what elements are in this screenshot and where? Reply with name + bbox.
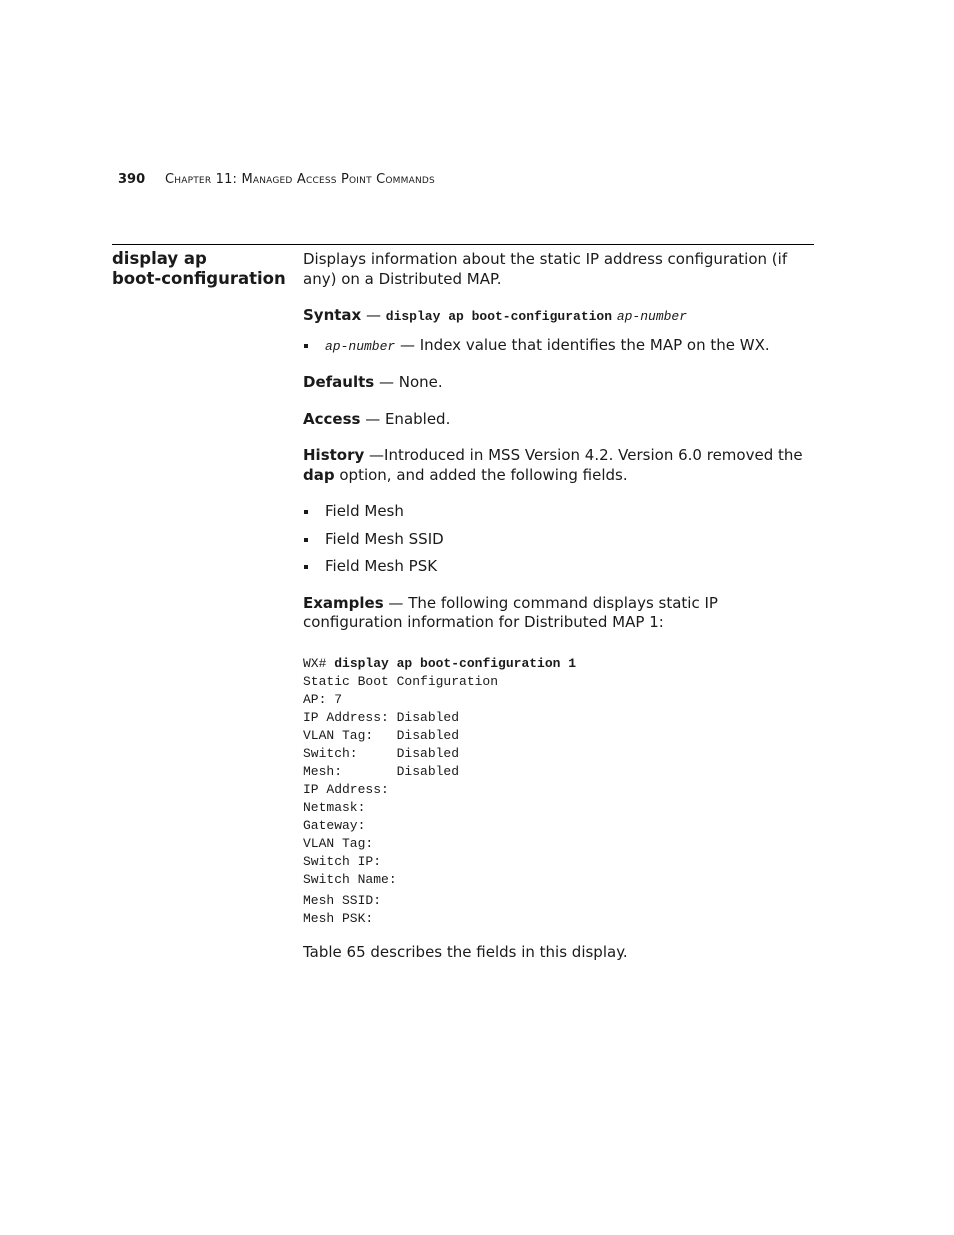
page-number: 390 xyxy=(118,172,146,187)
bullet-icon xyxy=(304,344,308,348)
code-output-line: Netmask: xyxy=(303,799,366,815)
examples-label: Examples xyxy=(303,593,384,612)
command-title-line1: display ap xyxy=(112,249,207,268)
history-text-before: —Introduced in MSS Version 4.2. Version 6.0 removed the xyxy=(364,446,803,464)
bullet-icon xyxy=(304,538,308,542)
history-text-after: option, and added the following fields. xyxy=(334,465,628,484)
code-output-line: Mesh PSK: xyxy=(303,910,374,926)
code-command: display ap boot-configuration 1 xyxy=(334,655,577,671)
code-example xyxy=(303,655,815,928)
examples-text: — The following command displays static IP configuration information for Distributed MAP 1: xyxy=(303,593,718,631)
access-label: Access xyxy=(303,409,361,428)
defaults-line xyxy=(303,373,815,393)
list-item xyxy=(303,502,815,522)
bullet-icon xyxy=(304,565,308,569)
code-output-line: VLAN Tag: Disabled xyxy=(303,727,460,743)
list-item xyxy=(303,557,815,577)
command-title xyxy=(112,249,292,289)
code-output-line: Switch Name: xyxy=(303,871,397,887)
syntax-command: display ap boot-configuration xyxy=(385,309,613,324)
access-text: — Enabled. xyxy=(360,409,451,428)
syntax-dash: — xyxy=(361,306,386,324)
code-command-line xyxy=(303,655,815,673)
command-body xyxy=(303,250,815,962)
history-label: History xyxy=(303,446,365,464)
code-output-line: VLAN Tag: xyxy=(303,835,374,851)
list-item xyxy=(303,530,815,550)
code-output-line: Static Boot Configuration xyxy=(303,673,499,689)
param-bullet xyxy=(303,336,815,357)
description: Displays information about the static IP address configuration (if any) on a Distributed MAP. xyxy=(303,250,788,288)
code-output-line: AP: 7 xyxy=(303,691,343,707)
syntax-label: Syntax xyxy=(303,306,362,324)
field-label: Field Mesh PSK xyxy=(325,557,438,575)
param-name: ap-number xyxy=(325,338,396,354)
code-output-line: Switch IP: xyxy=(303,853,382,869)
code-output-line: Switch: Disabled xyxy=(303,745,460,761)
table-reference: Table 65 describes the fields in this display. xyxy=(303,942,628,961)
param-desc: — Index value that identifies the MAP on the WX. xyxy=(395,335,770,354)
code-output-line: IP Address: Disabled xyxy=(303,709,460,725)
history-line xyxy=(303,446,815,485)
field-label: Field Mesh xyxy=(325,502,404,520)
defaults-label: Defaults xyxy=(303,373,375,391)
command-title-line2: boot-configuration xyxy=(112,269,286,288)
examples-line xyxy=(303,594,815,633)
running-head: Chapter 11: Managed Access Point Commands xyxy=(165,172,435,187)
defaults-text: — None. xyxy=(374,373,443,391)
syntax-param: ap-number xyxy=(616,309,688,324)
fields-list xyxy=(303,502,815,577)
code-output-line: Gateway: xyxy=(303,817,366,833)
code-output-line: IP Address: xyxy=(303,781,389,797)
history-keyword: dap xyxy=(303,465,335,484)
syntax-line xyxy=(303,306,815,327)
code-output-line: Mesh: Disabled xyxy=(303,763,460,779)
code-output-line: Mesh SSID: xyxy=(303,892,382,908)
section-rule xyxy=(112,244,814,245)
code-prompt: WX# xyxy=(303,655,335,671)
access-line xyxy=(303,410,815,430)
field-label: Field Mesh SSID xyxy=(325,529,444,548)
bullet-icon xyxy=(304,510,308,514)
